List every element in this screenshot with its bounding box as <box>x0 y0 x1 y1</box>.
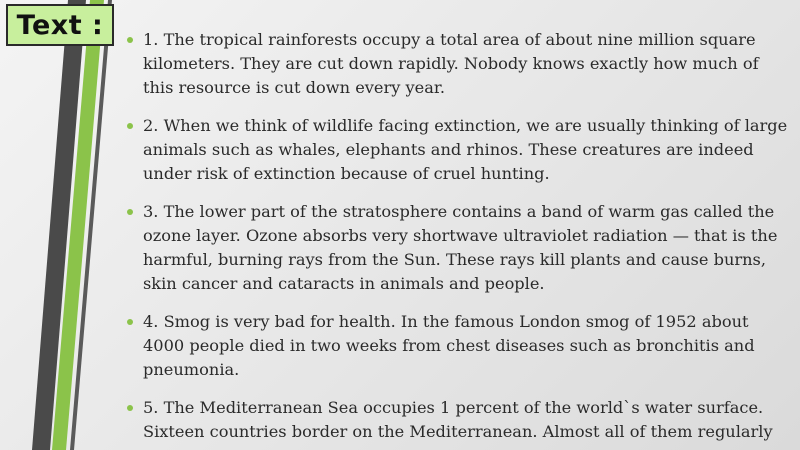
title-box <box>6 4 114 46</box>
list-item <box>125 310 790 382</box>
list-item <box>125 28 790 100</box>
bullet-icon <box>127 405 133 411</box>
bullet-icon <box>127 37 133 43</box>
bullet-icon <box>127 123 133 129</box>
list-item <box>125 396 790 444</box>
decorative-stripes <box>0 0 130 450</box>
bullet-icon <box>127 319 133 325</box>
paragraph-text: 2. When we think of wildlife facing extinction, we are usually thinking of large animals such as whales, elephants and rhinos. These creatures are indeed under risk of extinction because of cruel hunting. <box>143 116 788 183</box>
paragraph-text: 5. The Mediterranean Sea occupies 1 percent of the world`s water surface. Sixteen countries border on the Mediterranean. Almost all of them regularly <box>143 398 773 441</box>
paragraph-text: 3. The lower part of the stratosphere contains a band of warm gas called the ozone layer. Ozone absorbs very shortwave ultraviolet radiation — that is the harmful, burning rays from the Sun. These rays kill plants and cause burns, skin cancer and cataracts in animals and people. <box>143 202 778 293</box>
bullet-icon <box>127 209 133 215</box>
paragraph-text: 4. Smog is very bad for health. In the famous London smog of 1952 about 4000 people died in two weeks from chest diseases such as bronchitis and pneumonia. <box>143 312 755 379</box>
slide-title: Text : <box>16 9 104 41</box>
list-item <box>125 114 790 186</box>
text-content <box>125 28 790 450</box>
list-item <box>125 200 790 296</box>
paragraph-text: 1. The tropical rainforests occupy a total area of about nine million square kilometers. They are cut down rapidly. Nobody knows exactly how much of this resource is cut down every year. <box>143 30 759 97</box>
